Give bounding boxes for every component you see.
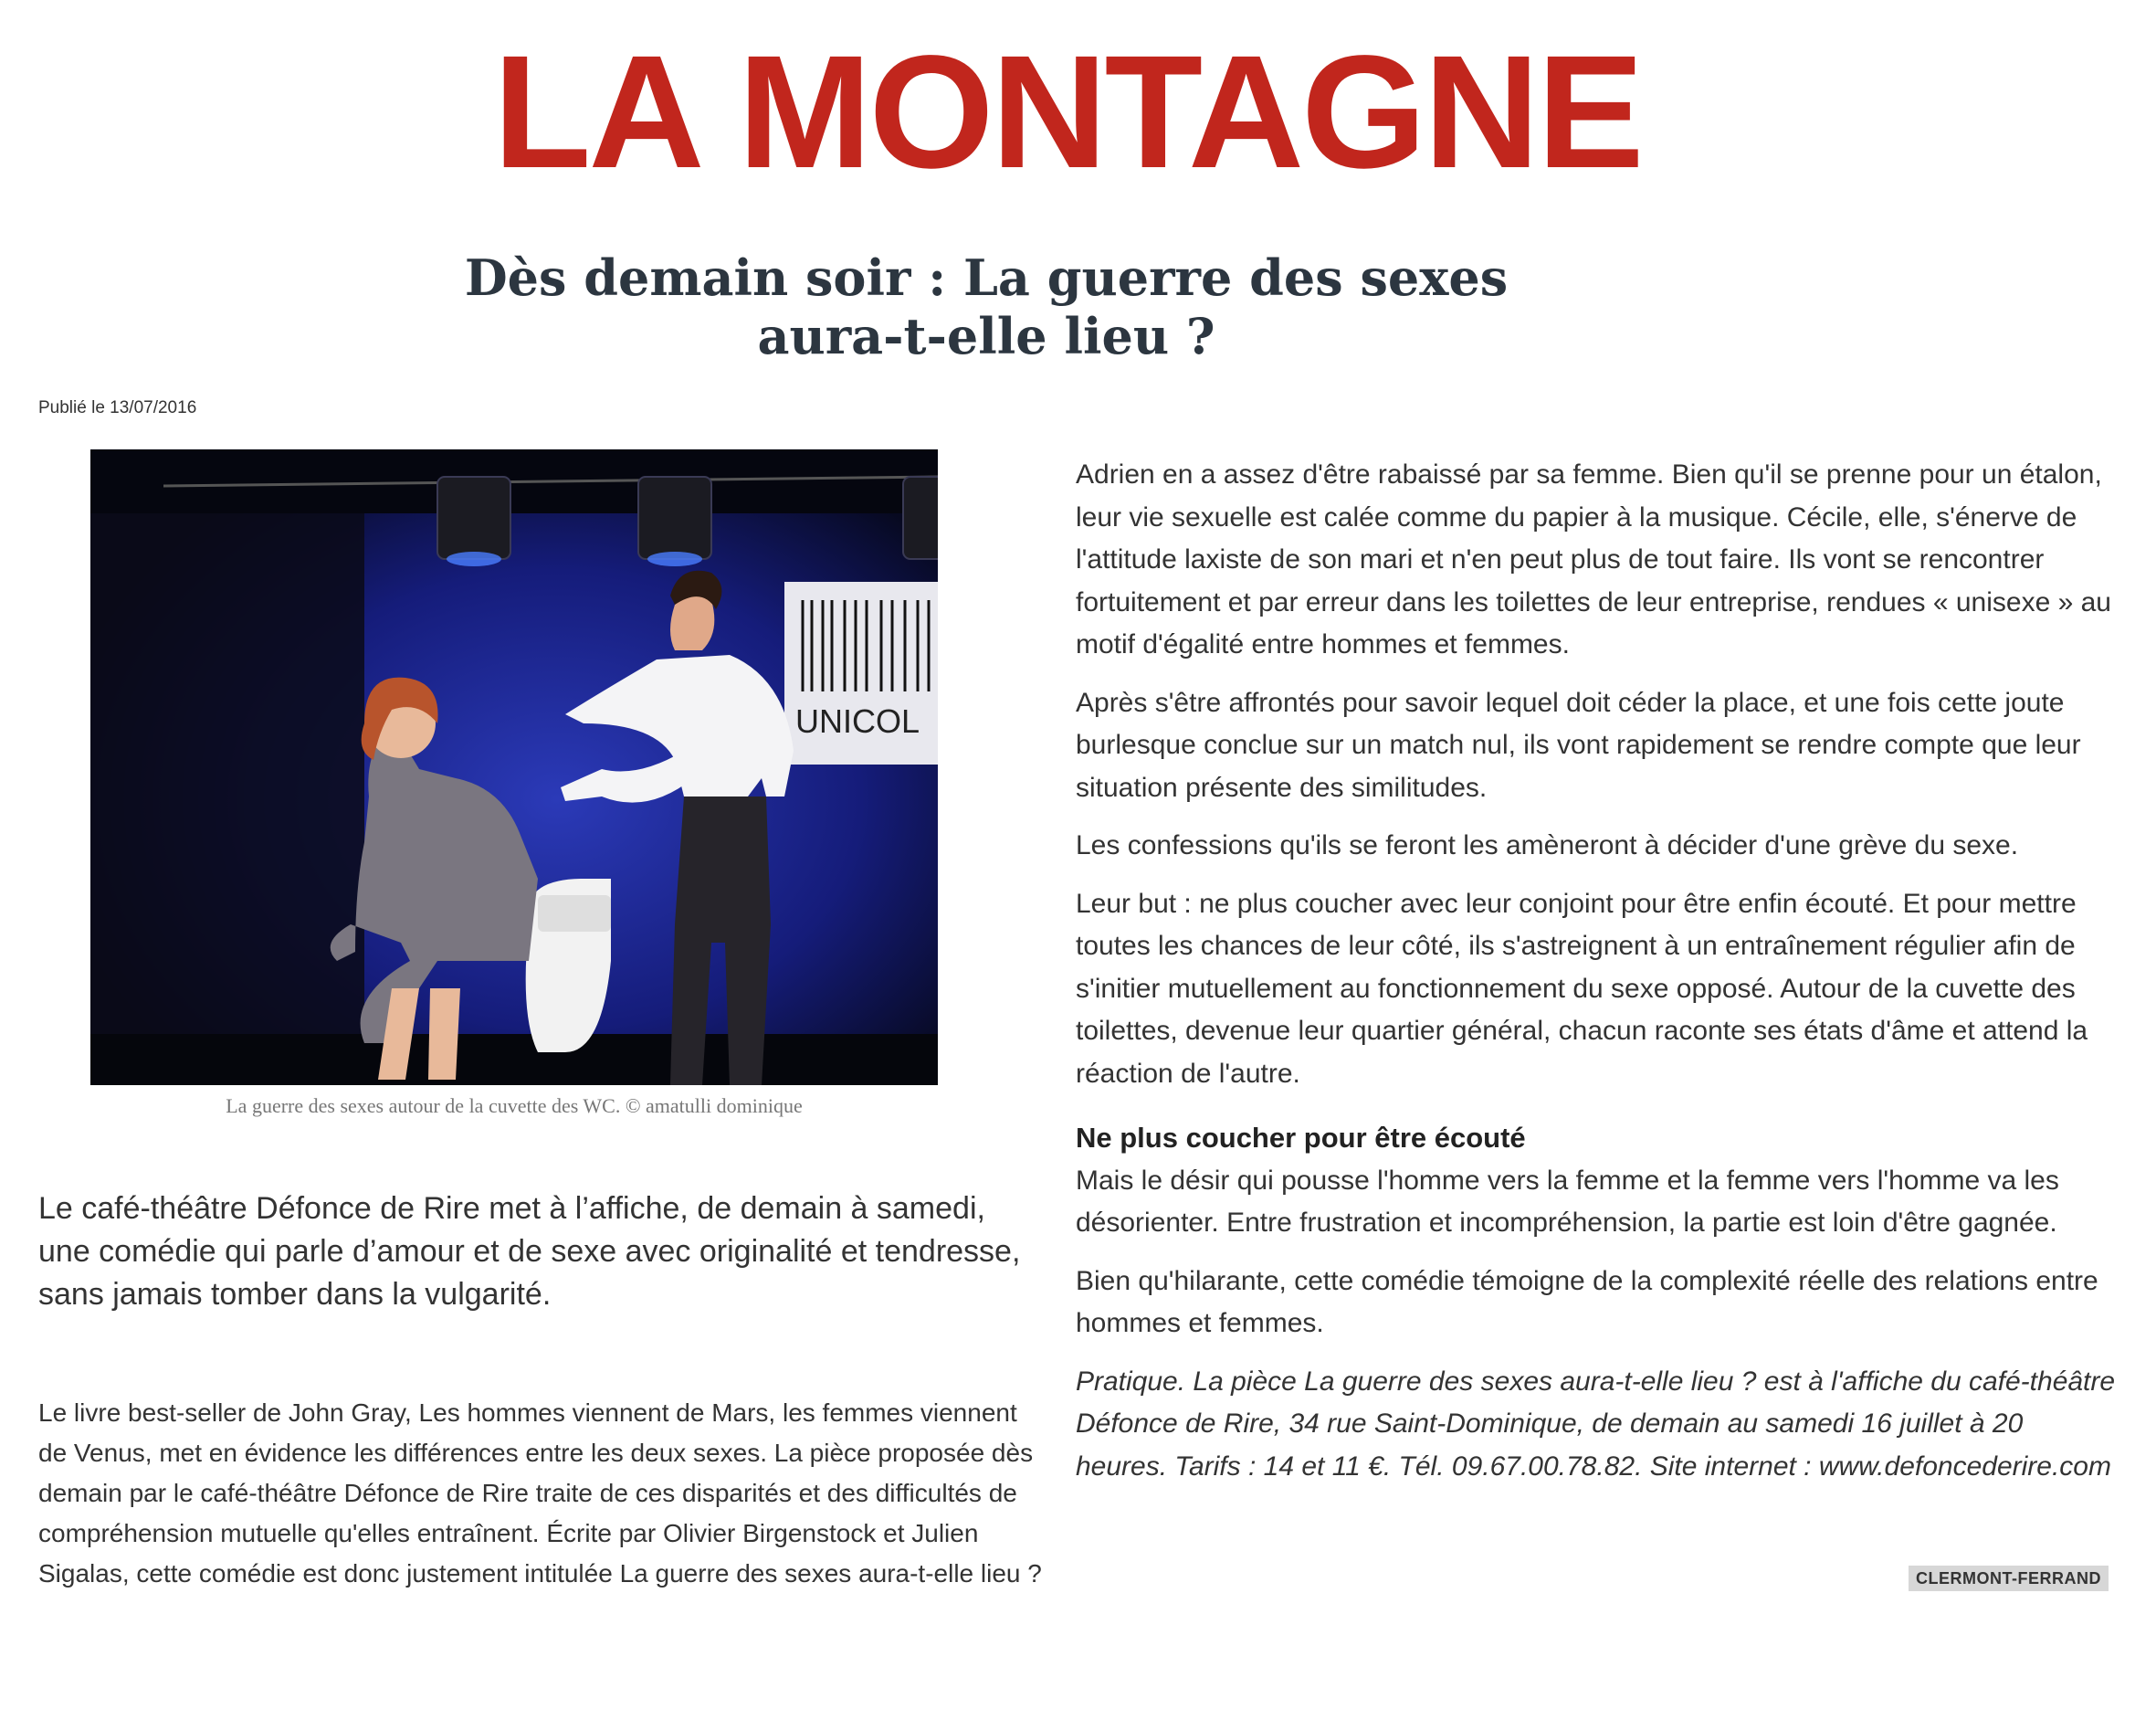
- body-paragraph: Après s'être affrontés pour savoir lequel doit céder la place, et une fois cette joute burlesque conclue sur un match nul, ils vont rapidement se rendre compte que leur situation présente des similitudes.: [1076, 687, 2081, 803]
- article-intro: Le livre best-seller de John Gray, Les hommes viennent de Mars, les femmes viennent de Venus, met en évidence les différences entre les deux sexes. La pièce proposée dès demain par le café-théâtre Défonce de Rire traite de ces disparités et des difficultés de compréhension mutuelle qu'elles entraînent. Écrite par Olivier Birgenstock et Julien Sigalas, cette comédie est donc justement intitulée La guerre des sexes aura-t-elle lieu ?: [38, 1398, 1042, 1588]
- masthead-logo: LA MONTAGNE: [493, 23, 1642, 202]
- body-paragraph: Bien qu'hilarante, cette comédie témoigne de la complexité réelle des relations entre hommes et femmes.: [1076, 1265, 2098, 1338]
- article-headline: [347, 248, 1625, 365]
- article-photo: [90, 449, 938, 1085]
- article-body-column: [1076, 454, 2117, 1503]
- stage-scene-illustration: [90, 449, 938, 1085]
- headline-line-2: aura-t-elle lieu ?: [757, 307, 1215, 365]
- section-subhead: Ne plus coucher pour être écouté: [1076, 1122, 1526, 1154]
- backdrop-sign-text: UNICOL: [795, 702, 920, 740]
- body-paragraph: Les confessions qu'ils se feront les amèneront à décider d'une grève du sexe.: [1076, 830, 2019, 860]
- practical-info: Pratique. La pièce La guerre des sexes aura-t-elle lieu ? est à l'affiche du café-théâtre Défonce de Rire, 34 rue Saint-Dominique, de demain au samedi 16 juillet à 20 heures. Tarifs : 14 et 11 €. Tél. 09.67.00.78.82. Site internet : www.defoncederire.com: [1076, 1366, 2116, 1482]
- publication-date: Publié le 13/07/2016: [38, 398, 197, 417]
- body-paragraph: Mais le désir qui pousse l'homme vers la femme et la femme vers l'homme va les désorienter. Entre frustration et incompréhension, la partie est loin d'être gagnée.: [1076, 1165, 2059, 1238]
- headline-line-1: Dès demain soir : La guerre des sexes: [464, 248, 1509, 307]
- body-paragraph: Adrien en a assez d'être rabaissé par sa femme. Bien qu'il se prenne pour un étalon, leur vie sexuelle est calée comme du papier à la musique. Cécile, elle, s'énerve de l'attitude laxiste de son mari et n'en peut plus de tout faire. Ils vont se rencontrer fortuitement et par erreur dans les toilettes de leur entreprise, rendues « unisexe » au motif d'égalité entre hommes et femmes.: [1076, 459, 2111, 659]
- article-lead: Le café-théâtre Défonce de Rire met à l’affiche, de demain à samedi, une comédie qui parle d’amour et de sexe avec originalité et tendresse, sans jamais tomber dans la vulgarité.: [38, 1191, 1021, 1312]
- photo-caption: La guerre des sexes autour de la cuvette des WC. © amatulli dominique: [226, 1094, 803, 1117]
- location-tag[interactable]: CLERMONT-FERRAND: [1909, 1566, 2109, 1591]
- body-paragraph: Leur but : ne plus coucher avec leur conjoint pour être enfin écouté. Et pour mettre toutes les chances de leur côté, ils s'astreignent à un entraînement régulier afin de s'initier mutuellement au fonctionnement du sexe opposé. Autour de la cuvette des toilettes, devenue leur quartier général, chacun raconte ses états d'âme et attend la réaction de l'autre.: [1076, 888, 2088, 1089]
